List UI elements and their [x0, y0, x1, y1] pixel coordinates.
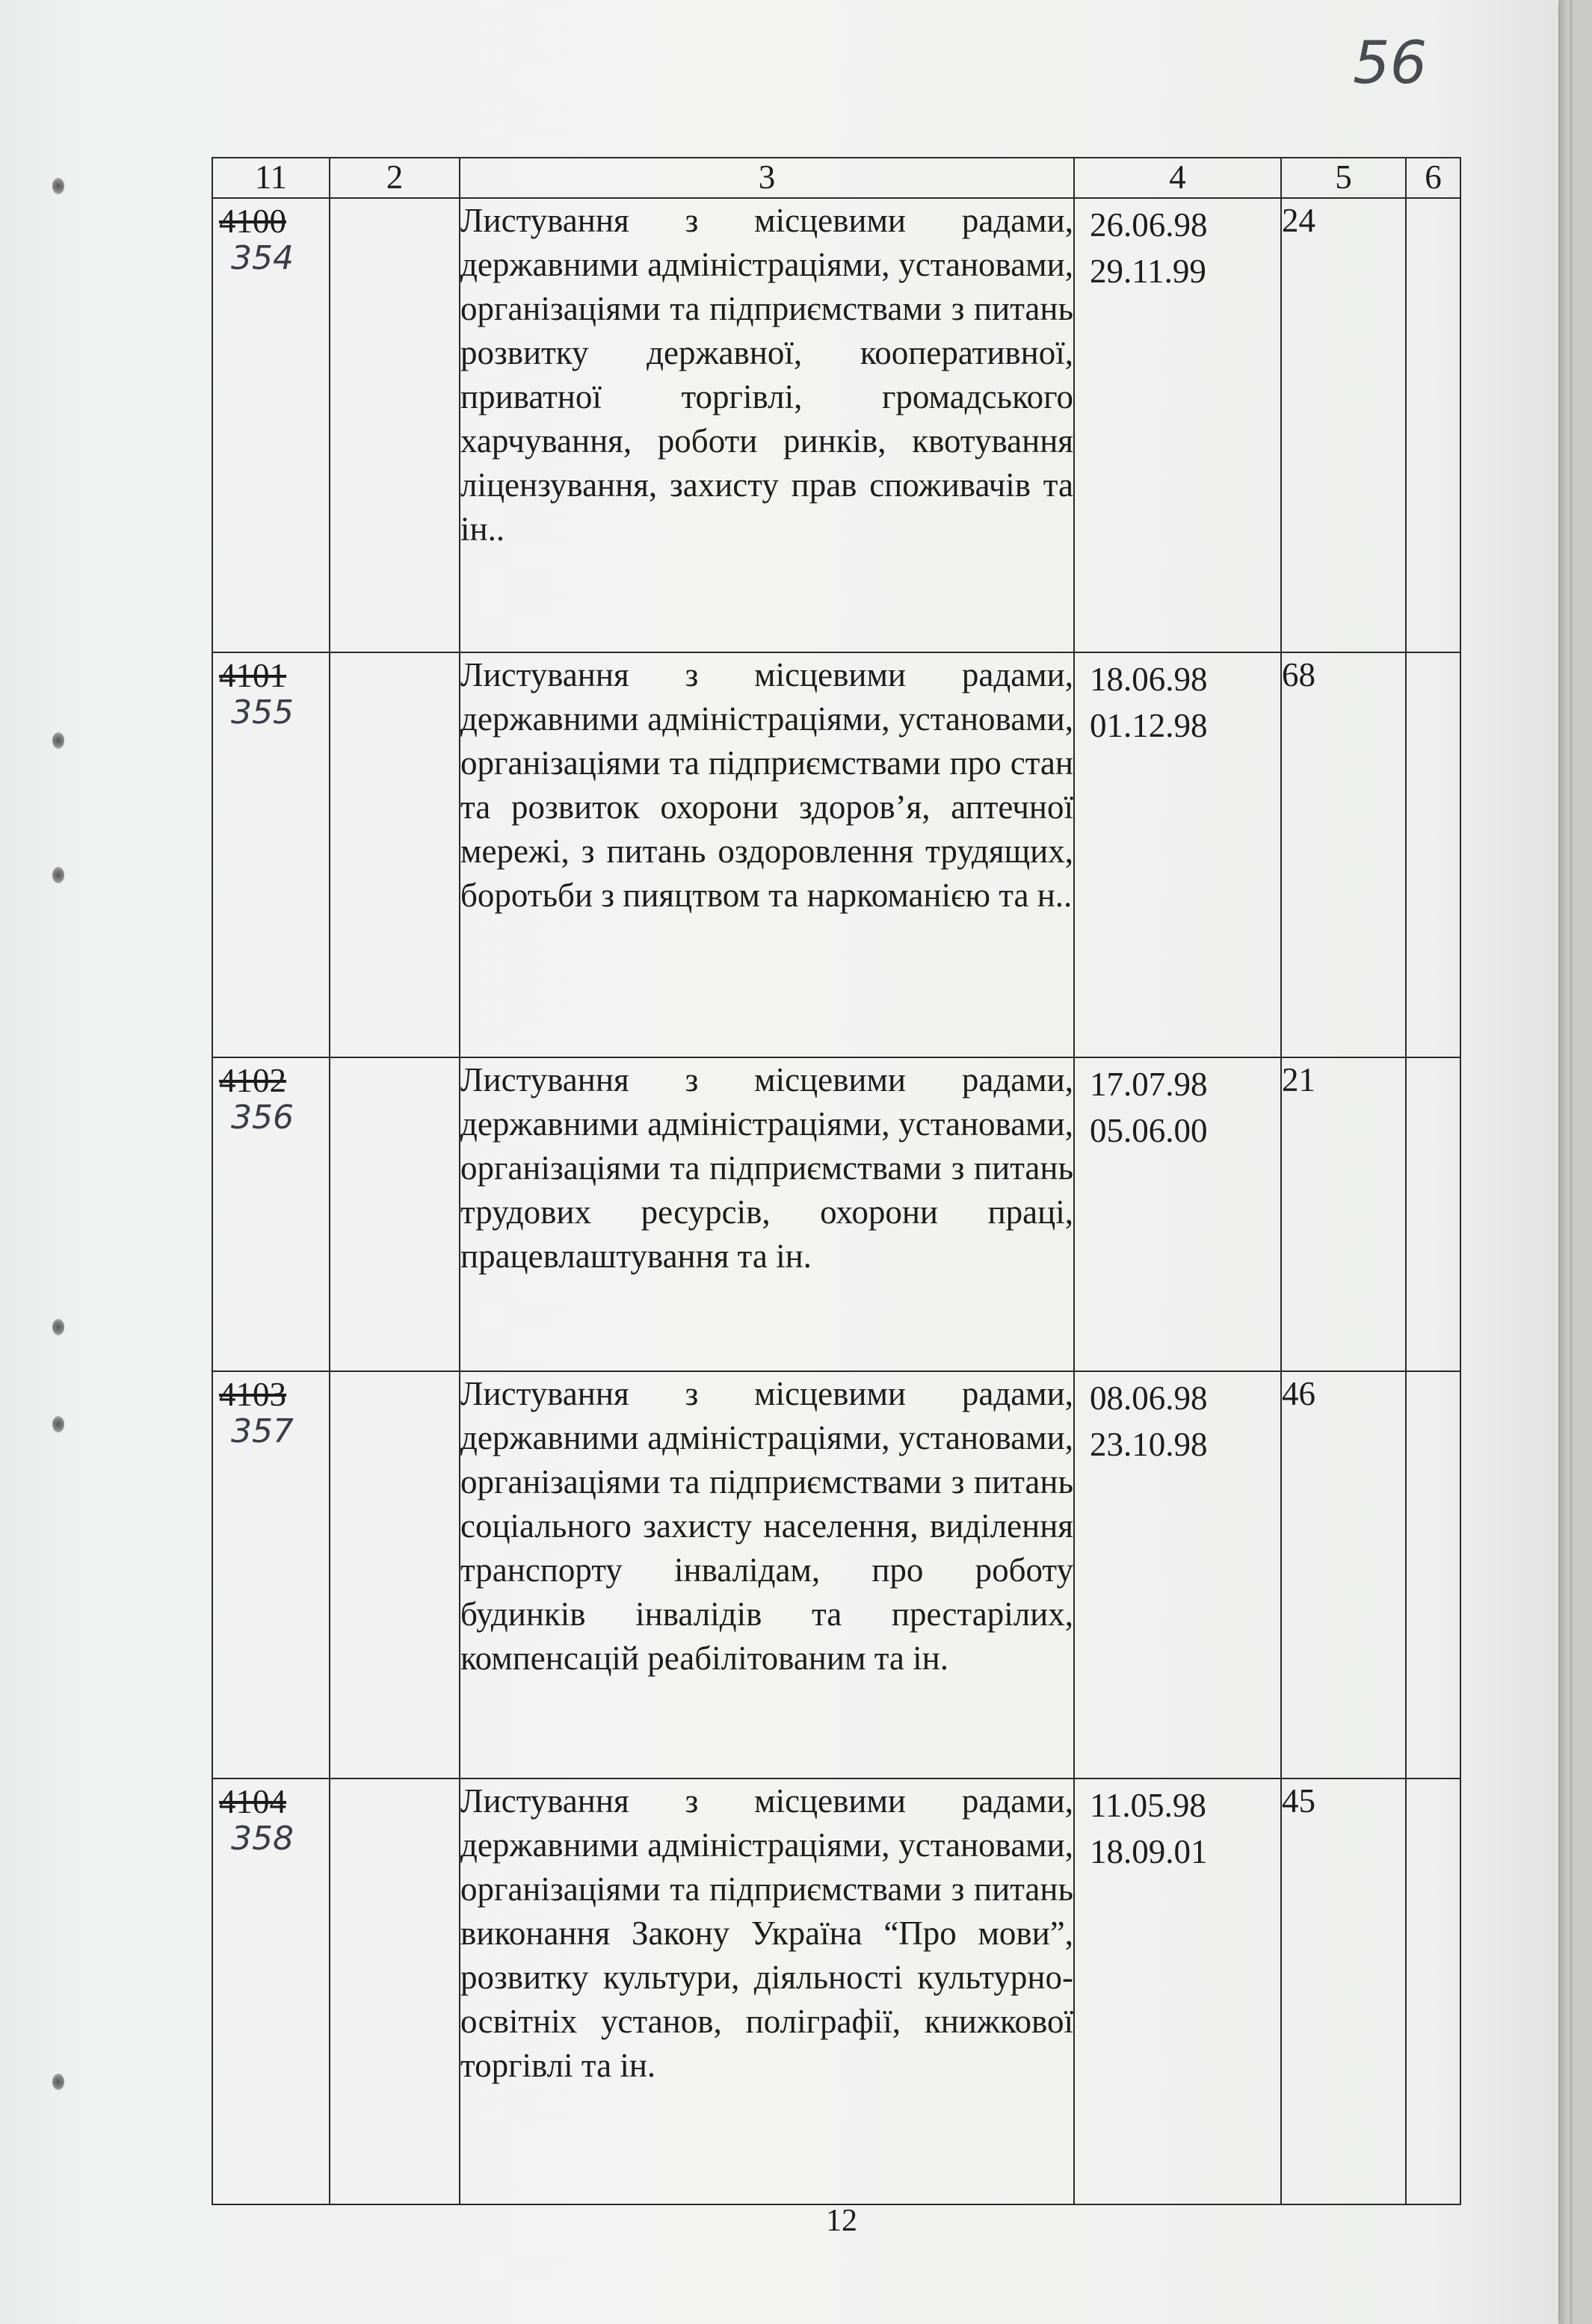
start-date: 08.06.98 — [1090, 1379, 1208, 1417]
header-row — [212, 158, 1460, 198]
empty-cell — [330, 652, 460, 1057]
start-date: 26.06.98 — [1090, 206, 1208, 244]
sheet-count: 45 — [1281, 1778, 1406, 2204]
file-title: Листування з місцевими радами, державними адміністраціями, установами, організаціями та підприємствами з питань розвитку державної, кооперативної, приватної торгівлі, громадського харчування, роботи ринків, квотування ліцензування, захисту прав споживачів та ін.. — [460, 198, 1074, 652]
file-title: Листування з місцевими радами, державними адміністраціями, установами, організаціями та підприємствами з питань трудових ресурсів, охорони праці, працевлаштування та ін. — [460, 1057, 1074, 1371]
sheet-count: 46 — [1281, 1371, 1406, 1778]
column-header: 2 — [330, 158, 460, 198]
handwritten-sheet-number: 56 — [1353, 30, 1428, 97]
table-row — [212, 1057, 1460, 1371]
start-date: 17.07.98 — [1090, 1066, 1208, 1103]
dates-cell — [1074, 1371, 1281, 1778]
empty-cell — [1406, 1778, 1460, 2204]
old-file-number: 4100 — [219, 203, 286, 240]
empty-cell — [330, 1371, 460, 1778]
column-header: 4 — [1074, 158, 1281, 198]
binding-hole — [52, 1319, 64, 1335]
table-row — [212, 1371, 1460, 1778]
end-date: 23.10.98 — [1090, 1426, 1208, 1463]
end-date: 29.11.99 — [1090, 253, 1206, 290]
old-file-number: 4104 — [219, 1783, 286, 1820]
old-file-number: 4101 — [219, 657, 286, 694]
file-number-cell — [212, 198, 330, 652]
empty-cell — [1406, 1371, 1460, 1778]
column-header: 11 — [212, 158, 330, 198]
table-row — [212, 1778, 1460, 2204]
file-title: Листування з місцевими радами, державними адміністраціями, установами, організаціями та підприємствами з питань виконання Закону Україна “Про мови”, розвитку культури, діяльності культурно-освітніх установ, поліграфії, книжкової торгівлі та ін. — [460, 1778, 1074, 2204]
table-row — [212, 198, 1460, 652]
empty-cell — [1406, 198, 1460, 652]
sheet-count: 24 — [1281, 198, 1406, 652]
start-date: 18.06.98 — [1090, 661, 1208, 698]
column-header: 3 — [460, 158, 1074, 198]
binding-hole — [52, 178, 64, 194]
old-file-number: 4103 — [219, 1376, 286, 1413]
end-date: 18.09.01 — [1090, 1833, 1208, 1870]
file-number-cell — [212, 1057, 330, 1371]
file-number-cell — [212, 652, 330, 1057]
page-edge — [1570, 0, 1573, 2324]
start-date: 11.05.98 — [1090, 1787, 1206, 1824]
column-header: 6 — [1406, 158, 1460, 198]
end-date: 01.12.98 — [1090, 707, 1208, 744]
end-date: 05.06.00 — [1090, 1112, 1208, 1149]
binding-hole — [52, 2074, 64, 2090]
dates-cell — [1074, 1057, 1281, 1371]
page-number: 12 — [826, 2204, 857, 2238]
file-title: Листування з місцевими радами, державними адміністраціями, установами, організаціями та підприємствами про стан та розвиток охорони здоров’я, аптечної мережі, з питань оздоровлення трудящих, боротьби з пияцтвом та наркоманією та н.. — [460, 652, 1074, 1057]
new-file-number: 356 — [231, 1098, 294, 1137]
empty-cell — [330, 1778, 460, 2204]
page-edge — [1561, 0, 1564, 2324]
binding-hole — [52, 1416, 64, 1433]
file-number-cell — [212, 1778, 330, 2204]
binding-hole — [52, 867, 64, 883]
column-header: 5 — [1281, 158, 1406, 198]
table-row — [212, 652, 1460, 1057]
sheet-count: 68 — [1281, 652, 1406, 1057]
file-title: Листування з місцевими радами, державними адміністраціями, установами, організаціями та підприємствами з питань соціального захисту населення, виділення транспорту інвалідам, про роботу будинків інвалідів та престарілих, компенсацій реабілітованим та ін. — [460, 1371, 1074, 1778]
old-file-number: 4102 — [219, 1062, 286, 1099]
new-file-number: 358 — [231, 1820, 294, 1858]
binding-hole — [52, 732, 64, 749]
new-file-number: 355 — [231, 693, 294, 732]
dates-cell — [1074, 198, 1281, 652]
new-file-number: 354 — [231, 239, 294, 277]
empty-cell — [330, 1057, 460, 1371]
empty-cell — [1406, 652, 1460, 1057]
sheet-count: 21 — [1281, 1057, 1406, 1371]
new-file-number: 357 — [231, 1412, 294, 1450]
dates-cell — [1074, 652, 1281, 1057]
inventory-table — [212, 157, 1461, 2205]
file-number-cell — [212, 1371, 330, 1778]
empty-cell — [1406, 1057, 1460, 1371]
empty-cell — [330, 198, 460, 652]
dates-cell — [1074, 1778, 1281, 2204]
